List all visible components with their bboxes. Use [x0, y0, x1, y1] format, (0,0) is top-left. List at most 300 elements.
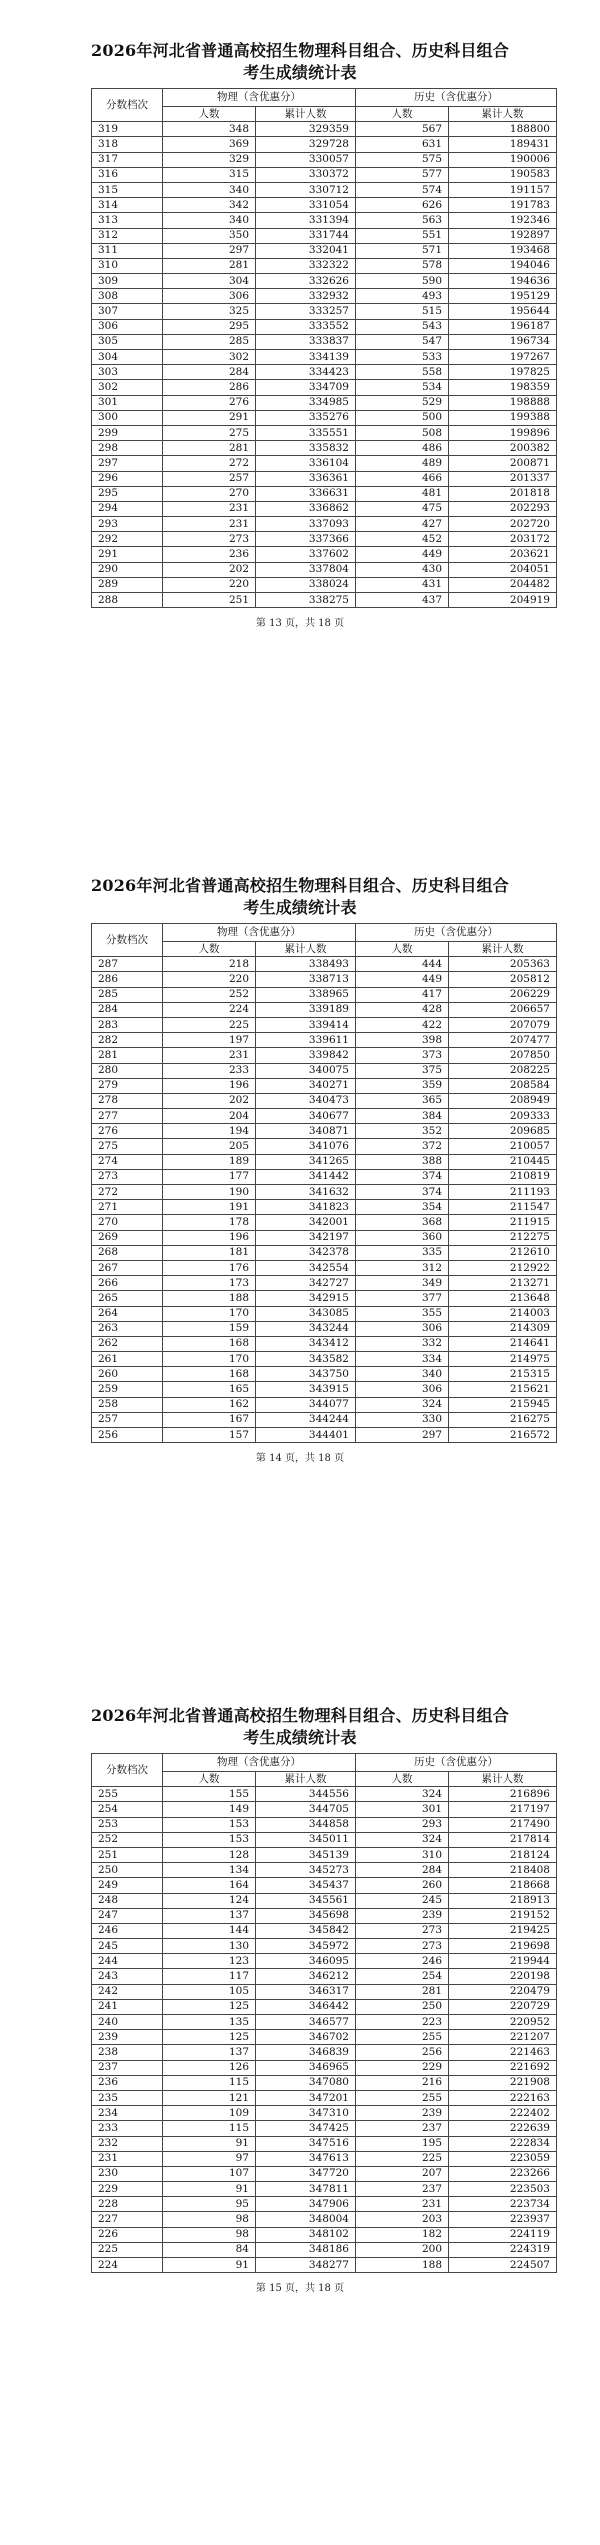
physics-count-cell: 270 — [163, 486, 256, 501]
history-cumulative-cell: 218668 — [449, 1878, 557, 1893]
history-count-cell: 203 — [356, 2212, 449, 2227]
score-band-cell: 319 — [92, 122, 163, 137]
physics-count-cell: 225 — [163, 1017, 256, 1032]
page-footer: 第 13 页，共 18 页 — [255, 618, 345, 630]
history-cumulative-cell: 224319 — [449, 2242, 557, 2257]
history-count-cell: 388 — [356, 1154, 449, 1169]
table-row — [92, 1185, 557, 1200]
physics-cumulative-cell: 343915 — [256, 1382, 356, 1397]
score-band-cell: 284 — [92, 1002, 163, 1017]
table-row — [92, 1093, 557, 1108]
table-row — [92, 486, 557, 501]
table-row — [92, 1908, 557, 1923]
history-count-cell: 372 — [356, 1139, 449, 1154]
history-count-cell: 626 — [356, 198, 449, 213]
physics-count-cell: 190 — [163, 1185, 256, 1200]
score-band-cell: 303 — [92, 365, 163, 380]
history-cumulative-cell: 204051 — [449, 562, 557, 577]
physics-cumulative-cell: 342727 — [256, 1276, 356, 1291]
physics-count-cell: 117 — [163, 1969, 256, 1984]
history-cumulative-cell: 209333 — [449, 1109, 557, 1124]
physics-cumulative-cell: 340871 — [256, 1124, 356, 1139]
physics-count-cell: 220 — [163, 972, 256, 987]
physics-cumulative-cell: 347201 — [256, 2090, 356, 2105]
header-history-cumulative: 累计人数 — [449, 107, 557, 122]
score-band-cell: 263 — [92, 1321, 163, 1336]
physics-cumulative-cell: 343085 — [256, 1306, 356, 1321]
physics-count-cell: 297 — [163, 243, 256, 258]
table-row — [92, 2182, 557, 2197]
physics-cumulative-cell: 345842 — [256, 1923, 356, 1938]
history-cumulative-cell: 211915 — [449, 1215, 557, 1230]
table-row — [92, 289, 557, 304]
physics-cumulative-cell: 342915 — [256, 1291, 356, 1306]
history-cumulative-cell: 196734 — [449, 334, 557, 349]
score-band-cell: 318 — [92, 137, 163, 152]
physics-cumulative-cell: 338713 — [256, 972, 356, 987]
history-count-cell: 430 — [356, 562, 449, 577]
physics-cumulative-cell: 348102 — [256, 2227, 356, 2242]
history-cumulative-cell: 220479 — [449, 1984, 557, 1999]
history-cumulative-cell: 210445 — [449, 1154, 557, 1169]
table-row — [92, 1321, 557, 1336]
history-count-cell: 373 — [356, 1048, 449, 1063]
history-count-cell: 340 — [356, 1367, 449, 1382]
physics-count-cell: 275 — [163, 425, 256, 440]
history-cumulative-cell: 213271 — [449, 1276, 557, 1291]
page-15 — [0, 1705, 600, 2294]
history-cumulative-cell: 200382 — [449, 441, 557, 456]
physics-cumulative-cell: 334709 — [256, 380, 356, 395]
history-cumulative-cell: 195129 — [449, 289, 557, 304]
score-band-cell: 300 — [92, 410, 163, 425]
physics-count-cell: 202 — [163, 562, 256, 577]
table-row — [92, 471, 557, 486]
history-count-cell: 239 — [356, 1908, 449, 1923]
physics-count-cell: 155 — [163, 1787, 256, 1802]
page-footer: 第 15 页，共 18 页 — [255, 2283, 345, 2295]
physics-count-cell: 121 — [163, 2090, 256, 2105]
physics-cumulative-cell: 347811 — [256, 2182, 356, 2197]
physics-count-cell: 276 — [163, 395, 256, 410]
table-row — [92, 2045, 557, 2060]
physics-count-cell: 188 — [163, 1291, 256, 1306]
physics-cumulative-cell: 348186 — [256, 2242, 356, 2257]
table-row — [92, 2197, 557, 2212]
history-count-cell: 563 — [356, 213, 449, 228]
history-count-cell: 475 — [356, 501, 449, 516]
physics-cumulative-cell: 345698 — [256, 1908, 356, 1923]
header-physics: 物理（含优惠分） — [163, 1754, 356, 1772]
physics-cumulative-cell: 334139 — [256, 350, 356, 365]
physics-count-cell: 176 — [163, 1260, 256, 1275]
table-row — [92, 441, 557, 456]
table-row — [92, 1787, 557, 1802]
physics-count-cell: 329 — [163, 152, 256, 167]
table-row — [92, 350, 557, 365]
score-band-cell: 297 — [92, 456, 163, 471]
history-cumulative-cell: 223266 — [449, 2166, 557, 2181]
header-history: 历史（含优惠分） — [356, 89, 557, 107]
history-cumulative-cell: 199388 — [449, 410, 557, 425]
history-count-cell: 534 — [356, 380, 449, 395]
history-cumulative-cell: 215315 — [449, 1367, 557, 1382]
physics-count-cell: 257 — [163, 471, 256, 486]
physics-count-cell: 98 — [163, 2227, 256, 2242]
history-cumulative-cell: 217814 — [449, 1832, 557, 1847]
score-band-cell: 245 — [92, 1939, 163, 1954]
history-count-cell: 239 — [356, 2106, 449, 2121]
history-count-cell: 374 — [356, 1185, 449, 1200]
score-band-cell: 262 — [92, 1336, 163, 1351]
physics-count-cell: 125 — [163, 1999, 256, 2014]
history-count-cell: 223 — [356, 2015, 449, 2030]
table-row — [92, 2136, 557, 2151]
physics-cumulative-cell: 345273 — [256, 1863, 356, 1878]
history-cumulative-cell: 202720 — [449, 517, 557, 532]
history-cumulative-cell: 221207 — [449, 2030, 557, 2045]
history-cumulative-cell: 211547 — [449, 1200, 557, 1215]
history-cumulative-cell: 205363 — [449, 957, 557, 972]
physics-cumulative-cell: 346702 — [256, 2030, 356, 2045]
physics-cumulative-cell: 347516 — [256, 2136, 356, 2151]
physics-cumulative-cell: 332932 — [256, 289, 356, 304]
score-band-cell: 250 — [92, 1863, 163, 1878]
table-row — [92, 1063, 557, 1078]
history-cumulative-cell: 211193 — [449, 1185, 557, 1200]
score-band-cell: 285 — [92, 987, 163, 1002]
score-band-cell: 239 — [92, 2030, 163, 2045]
history-cumulative-cell: 222834 — [449, 2136, 557, 2151]
score-band-cell: 283 — [92, 1017, 163, 1032]
table-row — [92, 167, 557, 182]
score-band-cell: 267 — [92, 1260, 163, 1275]
history-count-cell: 543 — [356, 319, 449, 334]
physics-count-cell: 170 — [163, 1306, 256, 1321]
physics-count-cell: 177 — [163, 1169, 256, 1184]
history-count-cell: 237 — [356, 2121, 449, 2136]
history-cumulative-cell: 219698 — [449, 1939, 557, 1954]
table-row — [92, 1817, 557, 1832]
physics-cumulative-cell: 345139 — [256, 1847, 356, 1862]
score-band-cell: 292 — [92, 532, 163, 547]
physics-count-cell: 204 — [163, 1109, 256, 1124]
physics-cumulative-cell: 347720 — [256, 2166, 356, 2181]
physics-cumulative-cell: 344244 — [256, 1412, 356, 1427]
header-history-cumulative: 累计人数 — [449, 942, 557, 957]
physics-cumulative-cell: 348277 — [256, 2258, 356, 2273]
history-count-cell: 631 — [356, 137, 449, 152]
physics-count-cell: 233 — [163, 1063, 256, 1078]
physics-count-cell: 284 — [163, 365, 256, 380]
table-row — [92, 2242, 557, 2257]
table-row — [92, 2030, 557, 2045]
physics-cumulative-cell: 345437 — [256, 1878, 356, 1893]
physics-count-cell: 342 — [163, 198, 256, 213]
physics-cumulative-cell: 345011 — [256, 1832, 356, 1847]
physics-cumulative-cell: 332626 — [256, 274, 356, 289]
history-count-cell: 306 — [356, 1321, 449, 1336]
score-band-cell: 278 — [92, 1093, 163, 1108]
history-count-cell: 449 — [356, 972, 449, 987]
history-cumulative-cell: 215945 — [449, 1397, 557, 1412]
physics-cumulative-cell: 341442 — [256, 1169, 356, 1184]
score-table — [91, 88, 557, 608]
physics-count-cell: 137 — [163, 1908, 256, 1923]
header-history: 历史（含优惠分） — [356, 1754, 557, 1772]
score-band-cell: 290 — [92, 562, 163, 577]
physics-count-cell: 178 — [163, 1215, 256, 1230]
history-cumulative-cell: 220729 — [449, 1999, 557, 2014]
score-band-cell: 246 — [92, 1923, 163, 1938]
physics-cumulative-cell: 338493 — [256, 957, 356, 972]
header-band: 分数档次 — [92, 924, 163, 957]
history-cumulative-cell: 188800 — [449, 122, 557, 137]
score-band-cell: 293 — [92, 517, 163, 532]
table-row — [92, 2227, 557, 2242]
table-row — [92, 957, 557, 972]
history-cumulative-cell: 207477 — [449, 1033, 557, 1048]
score-band-cell: 315 — [92, 182, 163, 197]
history-cumulative-cell: 208949 — [449, 1093, 557, 1108]
physics-count-cell: 135 — [163, 2015, 256, 2030]
physics-cumulative-cell: 345561 — [256, 1893, 356, 1908]
history-count-cell: 574 — [356, 182, 449, 197]
score-band-cell: 230 — [92, 2166, 163, 2181]
physics-count-cell: 134 — [163, 1863, 256, 1878]
physics-count-cell: 273 — [163, 532, 256, 547]
physics-cumulative-cell: 332322 — [256, 258, 356, 273]
header-history: 历史（含优惠分） — [356, 924, 557, 942]
physics-cumulative-cell: 331744 — [256, 228, 356, 243]
physics-cumulative-cell: 334423 — [256, 365, 356, 380]
history-cumulative-cell: 213648 — [449, 1291, 557, 1306]
history-count-cell: 417 — [356, 987, 449, 1002]
physics-count-cell: 105 — [163, 1984, 256, 1999]
history-count-cell: 281 — [356, 1984, 449, 1999]
history-count-cell: 558 — [356, 365, 449, 380]
physics-count-cell: 107 — [163, 2166, 256, 2181]
table-row — [92, 1863, 557, 1878]
history-count-cell: 365 — [356, 1093, 449, 1108]
history-count-cell: 273 — [356, 1939, 449, 1954]
history-cumulative-cell: 216275 — [449, 1412, 557, 1427]
history-count-cell: 355 — [356, 1306, 449, 1321]
header-history-count: 人数 — [356, 942, 449, 957]
physics-cumulative-cell: 336862 — [256, 501, 356, 516]
table-row — [92, 425, 557, 440]
history-count-cell: 590 — [356, 274, 449, 289]
history-cumulative-cell: 214975 — [449, 1352, 557, 1367]
score-band-cell: 313 — [92, 213, 163, 228]
table-body — [92, 122, 557, 608]
physics-count-cell: 109 — [163, 2106, 256, 2121]
score-band-cell: 252 — [92, 1832, 163, 1847]
history-count-cell: 547 — [356, 334, 449, 349]
score-band-cell: 233 — [92, 2121, 163, 2136]
score-band-cell: 248 — [92, 1893, 163, 1908]
table-row — [92, 319, 557, 334]
table-row — [92, 547, 557, 562]
physics-count-cell: 115 — [163, 2075, 256, 2090]
table-row — [92, 517, 557, 532]
physics-count-cell: 91 — [163, 2182, 256, 2197]
history-cumulative-cell: 222639 — [449, 2121, 557, 2136]
table-row — [92, 1215, 557, 1230]
history-cumulative-cell: 191157 — [449, 182, 557, 197]
table-row — [92, 1154, 557, 1169]
history-cumulative-cell: 210057 — [449, 1139, 557, 1154]
history-count-cell: 486 — [356, 441, 449, 456]
history-count-cell: 207 — [356, 2166, 449, 2181]
table-row — [92, 2106, 557, 2121]
history-count-cell: 481 — [356, 486, 449, 501]
physics-cumulative-cell: 346965 — [256, 2060, 356, 2075]
table-row — [92, 1124, 557, 1139]
history-count-cell: 577 — [356, 167, 449, 182]
history-count-cell: 255 — [356, 2030, 449, 2045]
physics-cumulative-cell: 336361 — [256, 471, 356, 486]
score-band-cell: 255 — [92, 1787, 163, 1802]
physics-count-cell: 84 — [163, 2242, 256, 2257]
header-physics-count: 人数 — [163, 107, 256, 122]
physics-count-cell: 281 — [163, 258, 256, 273]
physics-cumulative-cell: 338965 — [256, 987, 356, 1002]
table-row — [92, 987, 557, 1002]
physics-cumulative-cell: 339842 — [256, 1048, 356, 1063]
history-cumulative-cell: 192346 — [449, 213, 557, 228]
score-band-cell: 238 — [92, 2045, 163, 2060]
history-count-cell: 256 — [356, 2045, 449, 2060]
history-count-cell: 427 — [356, 517, 449, 532]
table-row — [92, 198, 557, 213]
header-band: 分数档次 — [92, 1754, 163, 1787]
history-cumulative-cell: 199896 — [449, 425, 557, 440]
header-band: 分数档次 — [92, 89, 163, 122]
history-cumulative-cell: 194046 — [449, 258, 557, 273]
history-cumulative-cell: 201818 — [449, 486, 557, 501]
table-row — [92, 1969, 557, 1984]
table-row — [92, 152, 557, 167]
history-count-cell: 324 — [356, 1787, 449, 1802]
table-row — [92, 1382, 557, 1397]
physics-cumulative-cell: 330712 — [256, 182, 356, 197]
table-row — [92, 1002, 557, 1017]
score-band-cell: 296 — [92, 471, 163, 486]
physics-cumulative-cell: 329359 — [256, 122, 356, 137]
score-band-cell: 241 — [92, 1999, 163, 2014]
table-row — [92, 1847, 557, 1862]
history-cumulative-cell: 219944 — [449, 1954, 557, 1969]
history-count-cell: 225 — [356, 2151, 449, 2166]
history-count-cell: 571 — [356, 243, 449, 258]
score-band-cell: 291 — [92, 547, 163, 562]
header-physics: 物理（含优惠分） — [163, 924, 356, 942]
history-count-cell: 452 — [356, 532, 449, 547]
physics-count-cell: 196 — [163, 1078, 256, 1093]
score-band-cell: 269 — [92, 1230, 163, 1245]
table-row — [92, 1878, 557, 1893]
table-row — [92, 1260, 557, 1275]
physics-count-cell: 168 — [163, 1336, 256, 1351]
physics-cumulative-cell: 346212 — [256, 1969, 356, 1984]
score-band-cell: 308 — [92, 289, 163, 304]
physics-cumulative-cell: 341076 — [256, 1139, 356, 1154]
physics-cumulative-cell: 332041 — [256, 243, 356, 258]
physics-cumulative-cell: 333552 — [256, 319, 356, 334]
score-band-cell: 294 — [92, 501, 163, 516]
history-count-cell: 332 — [356, 1336, 449, 1351]
score-band-cell: 259 — [92, 1382, 163, 1397]
history-cumulative-cell: 208584 — [449, 1078, 557, 1093]
physics-cumulative-cell: 346839 — [256, 2045, 356, 2060]
score-band-cell: 257 — [92, 1412, 163, 1427]
history-count-cell: 578 — [356, 258, 449, 273]
physics-cumulative-cell: 344705 — [256, 1802, 356, 1817]
history-cumulative-cell: 190583 — [449, 167, 557, 182]
history-count-cell: 500 — [356, 410, 449, 425]
history-count-cell: 245 — [356, 1893, 449, 1908]
physics-count-cell: 125 — [163, 2030, 256, 2045]
physics-count-cell: 272 — [163, 456, 256, 471]
score-band-cell: 307 — [92, 304, 163, 319]
history-count-cell: 349 — [356, 1276, 449, 1291]
table-row — [92, 228, 557, 243]
history-cumulative-cell: 218913 — [449, 1893, 557, 1908]
history-cumulative-cell: 200871 — [449, 456, 557, 471]
physics-cumulative-cell: 331054 — [256, 198, 356, 213]
score-table — [91, 923, 557, 1443]
history-count-cell: 567 — [356, 122, 449, 137]
history-cumulative-cell: 207850 — [449, 1048, 557, 1063]
physics-count-cell: 325 — [163, 304, 256, 319]
physics-count-cell: 286 — [163, 380, 256, 395]
score-band-cell: 254 — [92, 1802, 163, 1817]
physics-count-cell: 91 — [163, 2136, 256, 2151]
history-cumulative-cell: 223937 — [449, 2212, 557, 2227]
score-band-cell: 253 — [92, 1817, 163, 1832]
history-cumulative-cell: 197825 — [449, 365, 557, 380]
history-cumulative-cell: 208225 — [449, 1063, 557, 1078]
physics-cumulative-cell: 348004 — [256, 2212, 356, 2227]
physics-cumulative-cell: 330372 — [256, 167, 356, 182]
history-count-cell: 195 — [356, 2136, 449, 2151]
table-row — [92, 1048, 557, 1063]
score-band-cell: 280 — [92, 1063, 163, 1078]
physics-count-cell: 181 — [163, 1245, 256, 1260]
history-count-cell: 297 — [356, 1428, 449, 1443]
score-band-cell: 231 — [92, 2151, 163, 2166]
physics-cumulative-cell: 347080 — [256, 2075, 356, 2090]
history-cumulative-cell: 198888 — [449, 395, 557, 410]
physics-cumulative-cell: 333837 — [256, 334, 356, 349]
physics-count-cell: 295 — [163, 319, 256, 334]
table-row — [92, 1109, 557, 1124]
physics-cumulative-cell: 344858 — [256, 1817, 356, 1832]
page-title-line1: 2026年河北省普通高校招生物理科目组合、历史科目组合 — [91, 41, 509, 60]
score-band-cell: 242 — [92, 1984, 163, 1999]
physics-count-cell: 348 — [163, 122, 256, 137]
page-14 — [0, 875, 600, 1464]
score-band-cell: 272 — [92, 1185, 163, 1200]
history-cumulative-cell: 205812 — [449, 972, 557, 987]
table-row — [92, 2090, 557, 2105]
score-band-cell: 236 — [92, 2075, 163, 2090]
score-band-cell: 226 — [92, 2227, 163, 2242]
history-count-cell: 200 — [356, 2242, 449, 2257]
physics-count-cell: 159 — [163, 1321, 256, 1336]
physics-count-cell: 236 — [163, 547, 256, 562]
